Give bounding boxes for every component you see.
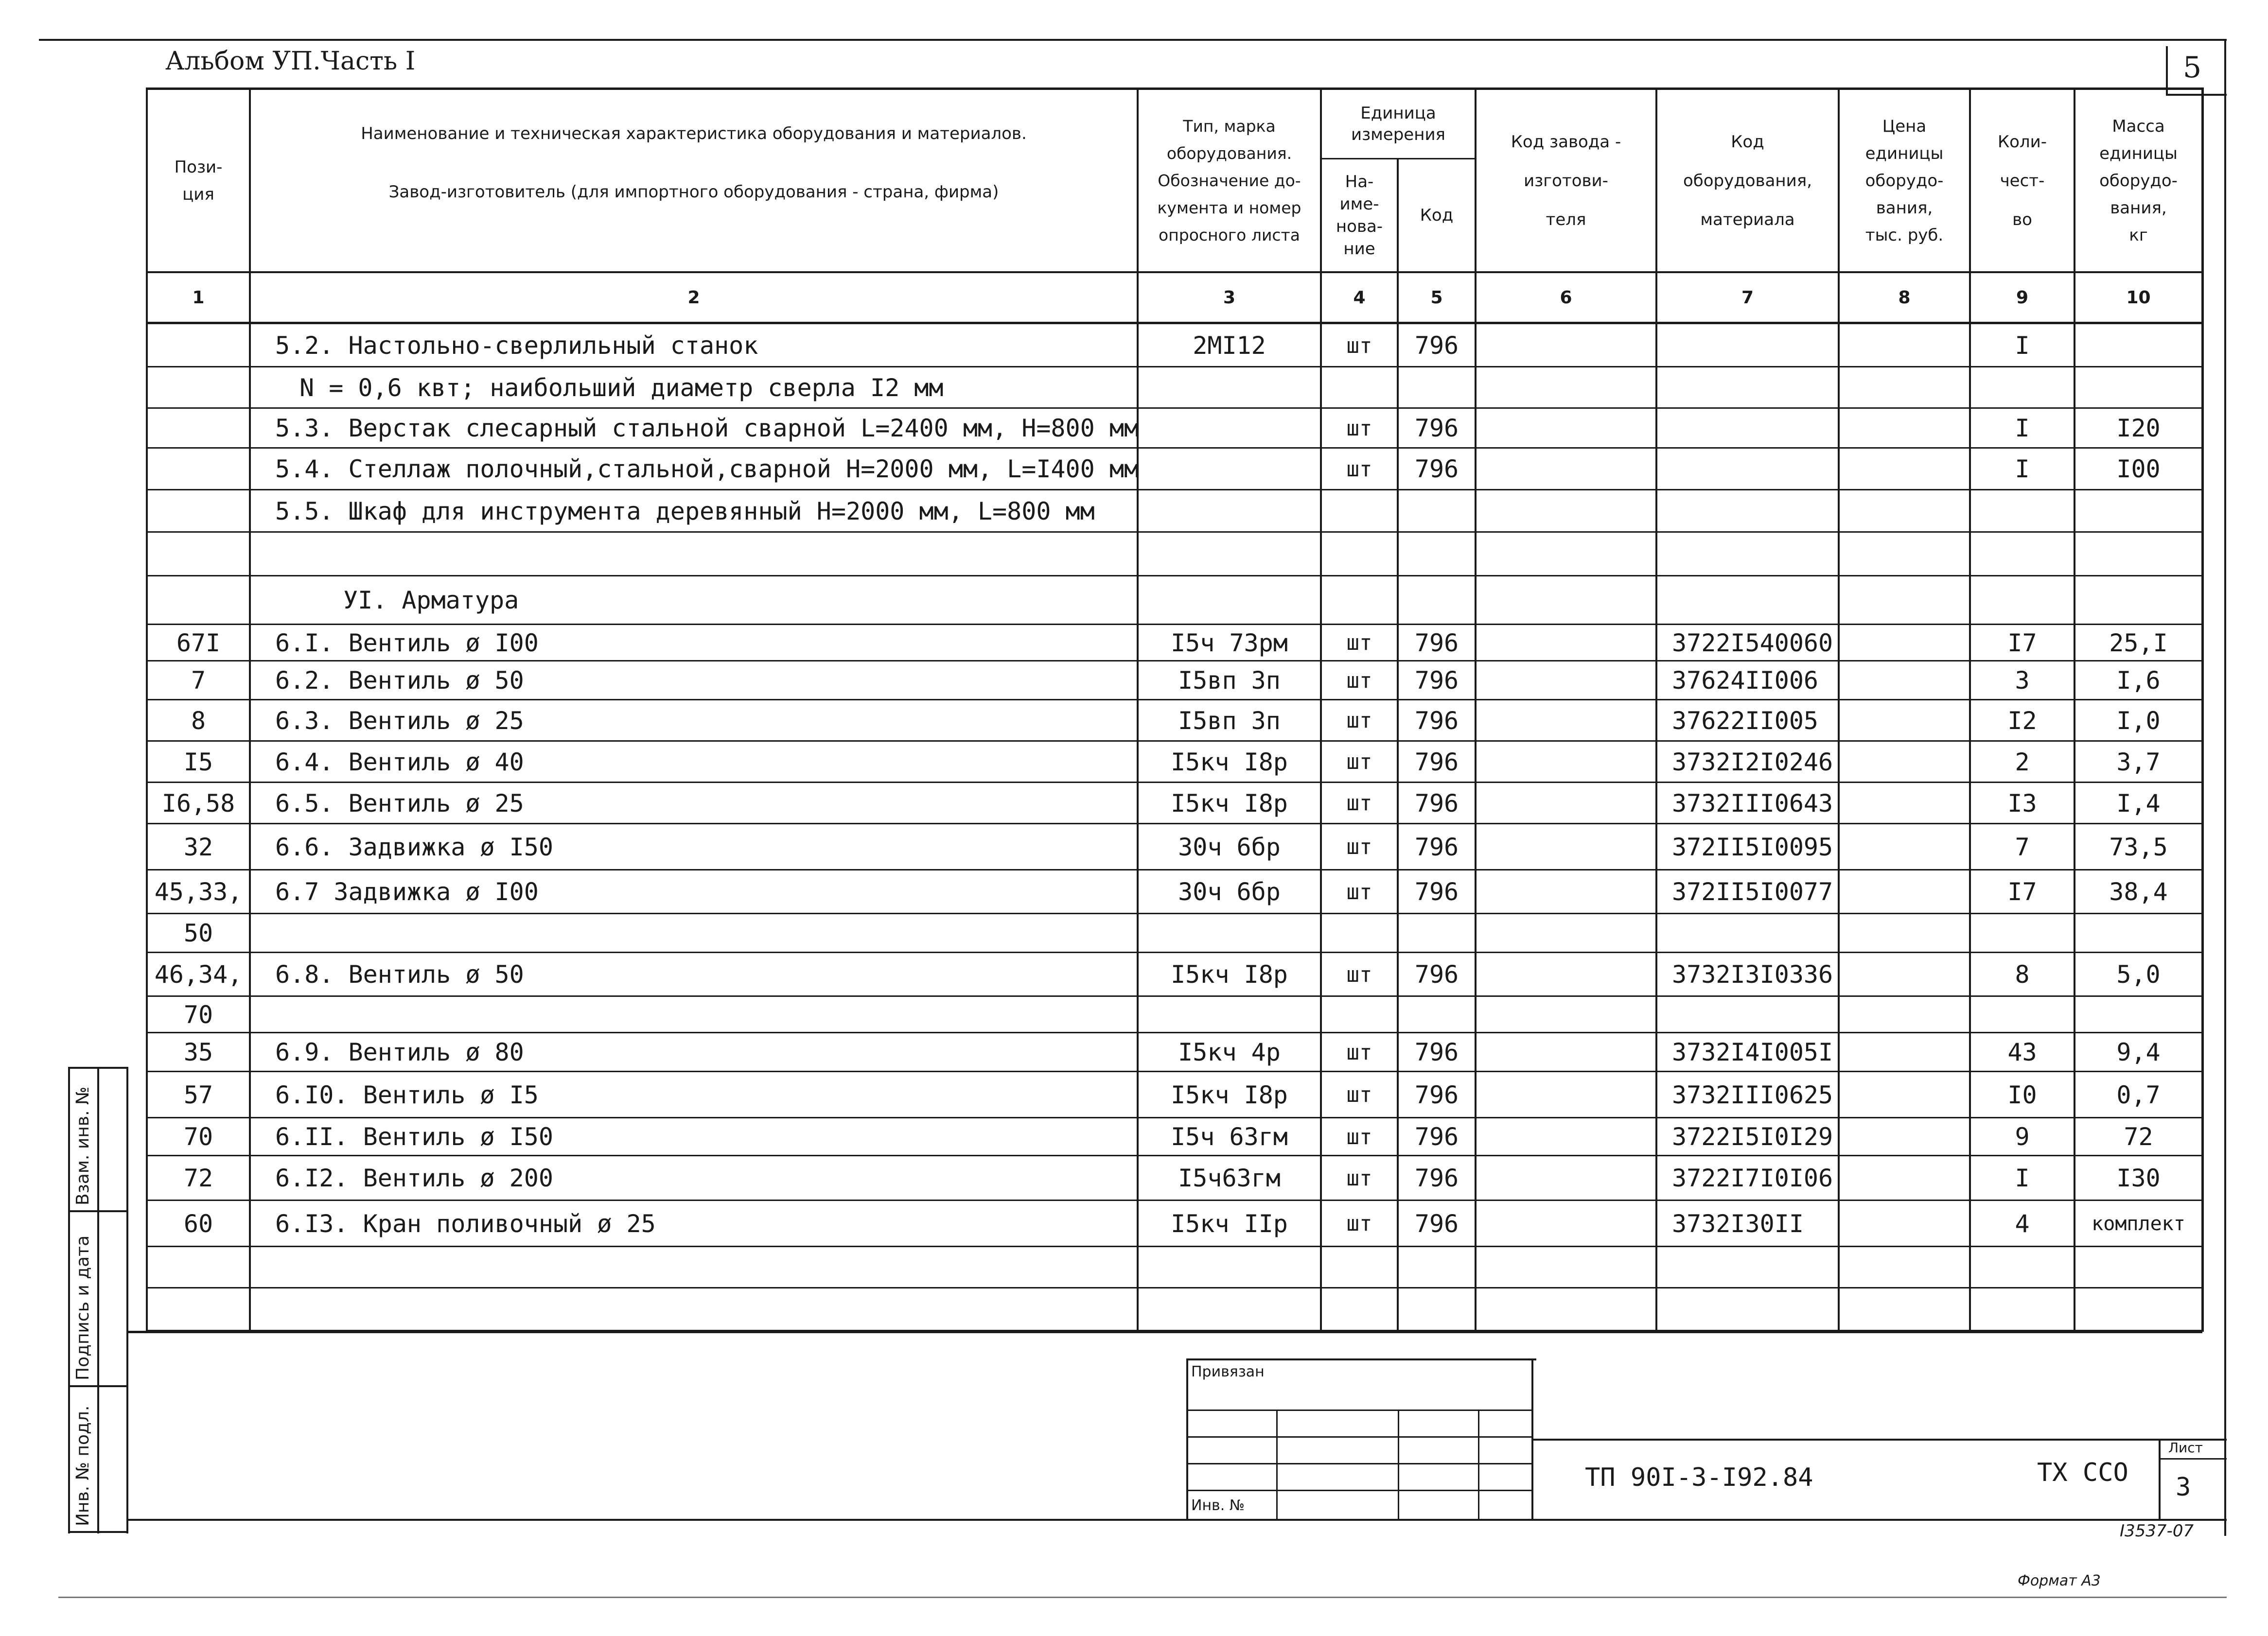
cell-mass [2075,532,2201,576]
stamp-inventory-label: Инв. № [1191,1497,1245,1514]
cell-price [1840,532,1969,576]
header-price: Цена единицы оборудо- вания, тыс. руб. [1865,116,1944,245]
cell-price [1840,700,1969,741]
cell-type: I5кч 4р [1178,1038,1281,1066]
cell-mass: 0,7 [2116,1080,2161,1109]
cell-equip: 372II5I0095 [1672,833,1833,861]
cell-equip [1657,324,1852,367]
cell-plant [1477,1072,1655,1118]
cell-plant [1477,824,1655,870]
cell-equip: 3722I5I0I29 [1672,1123,1833,1151]
header-quantity: Коли- чест- во [1997,132,2047,229]
cell-qty: 8 [2015,960,2030,989]
cell-plant [1477,1201,1655,1247]
cell-unit: шт [1346,1211,1372,1236]
cell-equip: 3732III0625 [1672,1080,1833,1109]
cell-unit [1322,996,1397,1033]
side-strip-line-3 [126,1067,128,1533]
inventory-mark: I3537-07 [2120,1521,2194,1541]
cell-mass: I30 [2116,1164,2161,1192]
cell-unit [1322,532,1397,576]
column-number-3: 3 [1223,287,1236,308]
cell-unit: шт [1346,708,1372,733]
cell-equip [1657,448,1852,490]
document-code: ТП 90I-3-I92.84 [1585,1463,1813,1492]
cell-plant [1477,367,1655,408]
cell-mass [2075,367,2201,408]
cell-qty [1971,1247,2074,1288]
cell-unit: шт [1346,749,1372,774]
stamp-grid-v1 [1276,1410,1278,1519]
column-number-6: 6 [1560,287,1572,308]
cell-plant [1477,700,1655,741]
cell-name: 6.9. Вентиль ø 80 [275,1038,524,1066]
cell-name [251,1288,1161,1331]
cell-equip: 3732III0643 [1672,789,1833,818]
cell-mass [2075,996,2201,1033]
stamp-grid-h1 [1186,1410,1531,1411]
side-strip-line-2 [97,1067,99,1533]
replaced-inventory-label: Взам. инв. № [73,1086,93,1205]
cell-name: 6.I0. Вентиль ø I5 [275,1080,539,1109]
cell-unit: шт [1346,456,1372,482]
cell-qty [1971,914,2074,953]
cell-equip [1657,532,1852,576]
cell-type [1139,448,1320,490]
cell-equip [1657,408,1852,448]
cell-pos: 72 [183,1164,213,1192]
cell-unit: шт [1346,1082,1372,1107]
cell-mass [2075,490,2201,532]
header-plant-code: Код завода - изготови- теля [1511,132,1621,229]
cell-name: 6.8. Вентиль ø 50 [275,960,524,989]
header-type: Тип, марка оборудования. Обозначение до- кумента и номер опросного листа [1157,116,1301,244]
cell-price [1840,408,1969,448]
cell-mass [2075,1288,2201,1331]
header-name-line2: Завод-изготовитель (для импортного оборудования - страна, фирма) [388,182,999,202]
cell-plant [1477,870,1655,914]
cell-unit: шт [1346,668,1372,693]
header-mass: Масса единицы оборудо- вания, кг [2099,116,2178,245]
column-number-5: 5 [1430,287,1443,308]
cell-pos: 46,34, [154,960,243,989]
cell-type: 2МI12 [1193,331,1266,360]
cell-equip [1657,914,1852,953]
sign-date-label: Подпись и дата [73,1235,93,1380]
cell-plant [1477,661,1655,700]
cell-code: 796 [1414,455,1459,483]
stamp-grid-h2 [1186,1436,1531,1438]
cell-type [1139,490,1320,532]
column-number-2: 2 [687,287,700,308]
cell-qty: 7 [2015,833,2030,861]
cell-qty [1971,576,2074,625]
cell-equip [1657,576,1852,625]
cell-name: 6.I2. Вентиль ø 200 [275,1164,553,1192]
cell-name: 6.3. Вентиль ø 25 [275,706,524,735]
cell-unit: шт [1346,333,1372,358]
cell-type: I5кч IIр [1171,1209,1288,1238]
column-number-9: 9 [2016,287,2029,308]
cell-name: УI. Арматура [343,586,519,614]
cell-code: 796 [1414,1038,1459,1066]
header-name-line1: Наименование и техническая характеристика оборудования и материалов. [361,124,1027,143]
cell-price [1840,490,1969,532]
cell-unit [1322,1288,1397,1331]
cell-pos: 70 [183,1000,213,1029]
cell-plant [1477,1247,1655,1288]
cell-plant [1477,576,1655,625]
sheet-number: 3 [2176,1473,2191,1502]
cell-code [1399,576,1475,625]
cell-mass [2075,914,2201,953]
cell-code: 796 [1414,628,1459,657]
side-strip-top [68,1067,128,1069]
cell-code [1399,532,1475,576]
cell-code: 796 [1414,789,1459,818]
side-strip-line-1 [68,1067,70,1533]
cell-type [1139,1288,1320,1331]
cell-pos [148,448,249,490]
cell-code [1399,996,1475,1033]
cell-unit [1322,367,1397,408]
cell-plant [1477,532,1655,576]
cell-mass: 73,5 [2109,833,2168,861]
cell-price [1840,953,1969,996]
cell-code [1399,367,1475,408]
cell-type [1139,532,1320,576]
cell-equip: 3722I540060 [1672,628,1833,657]
cell-plant [1477,490,1655,532]
cell-code [1399,914,1475,953]
cell-type: 30ч 6бр [1178,833,1281,861]
stamp-attached-box-top [1186,1358,1536,1360]
cell-unit [1322,914,1397,953]
cell-qty: I7 [2007,878,2037,906]
cell-qty: I [2015,331,2030,360]
cell-qty [1971,490,2074,532]
cell-equip [1657,367,1852,408]
cell-plant [1477,408,1655,448]
cell-pos: 7 [191,666,206,695]
cell-pos [148,532,249,576]
cell-code: 796 [1414,1123,1459,1151]
cell-plant [1477,625,1655,661]
cell-name [251,532,1161,576]
cell-mass [2075,576,2201,625]
cell-qty: I0 [2007,1080,2037,1109]
cell-name: 6.7 Задвижка ø I00 [275,878,539,906]
cell-qty: I2 [2007,706,2037,735]
cell-price [1840,741,1969,783]
cell-name: 6.2. Вентиль ø 50 [275,666,524,695]
column-number-8: 8 [1898,287,1911,308]
cell-pos: 67I [176,628,221,657]
original-inventory-label: Инв. № подл. [73,1405,93,1526]
cell-code: 796 [1414,833,1459,861]
cell-qty [1971,367,2074,408]
cell-equip [1657,1247,1852,1288]
cell-type [1139,996,1320,1033]
cell-type [1139,367,1320,408]
cell-mass [2075,1247,2201,1288]
cell-price [1840,1201,1969,1247]
cell-plant [1477,783,1655,824]
stamp-grid-v3 [1478,1410,1479,1519]
cell-type [1139,576,1320,625]
cell-code: 796 [1414,748,1459,776]
cell-name: 5.2. Настольно-сверлильный станок [275,331,758,360]
cell-name: 6.I3. Кран поливочный ø 25 [275,1209,656,1238]
cell-pos [148,490,249,532]
cell-name: 6.6. Задвижка ø I50 [275,833,553,861]
cell-pos [148,1247,249,1288]
cell-equip: 3732I2I0246 [1672,748,1833,776]
cell-type: I5кч I8р [1171,789,1288,818]
cell-mass: 38,4 [2109,878,2168,906]
cell-price [1840,1033,1969,1072]
cell-qty [1971,1288,2074,1331]
frame-right [2224,39,2226,1536]
stamp-frame-bottom [126,1519,2227,1521]
cell-unit: шт [1346,416,1372,441]
cell-qty: 2 [2015,748,2030,776]
cell-mass: I,4 [2116,789,2161,818]
cell-name: 6.4. Вентиль ø 40 [275,748,524,776]
cell-price [1840,1247,1969,1288]
header-equipment-code: Код оборудования, материала [1683,132,1812,229]
cell-price [1840,576,1969,625]
cell-qty [1971,996,2074,1033]
cell-equip: 3732I30II [1672,1209,1804,1238]
cell-plant [1477,953,1655,996]
cell-unit: шт [1346,791,1372,816]
cell-type [1139,1247,1320,1288]
cell-unit: шт [1346,962,1372,987]
frame-top [39,39,2227,41]
cell-plant [1477,1033,1655,1072]
cell-name [251,996,1161,1033]
album-title: Альбом УП.Часть I [165,47,416,76]
cell-price [1840,324,1969,367]
cell-pos: 35 [183,1038,213,1066]
cell-pos: 32 [183,833,213,861]
cell-price [1840,914,1969,953]
cell-plant [1477,914,1655,953]
cell-pos [148,367,249,408]
cell-plant [1477,1118,1655,1156]
cell-mass: I00 [2116,455,2161,483]
cell-name: 6.I. Вентиль ø I00 [275,628,539,657]
cell-type: I5вп 3п [1178,666,1281,695]
header-unit-name: На- име- нова- ние [1336,172,1383,259]
cell-pos [148,1288,249,1331]
cell-qty: I [2015,455,2030,483]
cell-name: 5.5. Шкаф для инструмента деревянный Н=2000 мм, L=800 мм [275,497,1095,525]
cell-price [1840,783,1969,824]
cell-type: I5ч 63гм [1171,1123,1288,1151]
stamp-sheet-left [2159,1439,2161,1519]
stamp-sheet-sep [2159,1458,2227,1460]
cell-qty: 43 [2007,1038,2037,1066]
cell-code [1399,1288,1475,1331]
cell-pos: 50 [183,919,213,947]
cell-name [251,1247,1161,1288]
cell-type: I5вп 3п [1178,706,1281,735]
bottom-rule [58,1597,2227,1598]
header-unit-group: Единица измерения [1351,104,1446,144]
cell-name: 5.3. Верстак слесарный стальной сварной L=2400 мм, Н=800 мм [275,414,1139,442]
cell-pos: I5 [183,748,213,776]
column-number-4: 4 [1353,287,1366,308]
column-number-1: 1 [192,287,205,308]
cell-type: I5кч I8р [1171,748,1288,776]
cell-qty: 3 [2015,666,2030,695]
cell-equip: 372II5I0077 [1672,878,1833,906]
cell-qty [1971,532,2074,576]
cell-mass: I,0 [2116,706,2161,735]
stamp-attached-label: Привязан [1191,1363,1265,1380]
cell-type: I5кч I8р [1171,960,1288,989]
cell-plant [1477,324,1655,367]
cell-type: I5ч63гм [1178,1164,1281,1192]
cell-pos: 57 [183,1080,213,1109]
cell-price [1840,870,1969,914]
cell-equip [1657,490,1852,532]
cell-code: 796 [1414,331,1459,360]
cell-qty: I [2015,414,2030,442]
cell-type: 30ч 6бр [1178,878,1281,906]
stamp-grid-h3 [1186,1463,1531,1464]
cell-pos [148,324,249,367]
side-strip-sep-2 [68,1385,128,1387]
cell-mass: 72 [2124,1123,2153,1151]
cell-plant [1477,996,1655,1033]
cell-name [251,914,1161,953]
cell-plant [1477,1156,1655,1201]
column-number-7: 7 [1741,287,1754,308]
cell-unit: шт [1346,1040,1372,1065]
cell-plant [1477,448,1655,490]
cell-code: 796 [1414,414,1459,442]
cell-qty: I [2015,1164,2030,1192]
stamp-attached-box-left [1186,1358,1188,1519]
cell-price [1840,1118,1969,1156]
sheet-label: Лист [2168,1440,2203,1456]
cell-code: 796 [1414,878,1459,906]
cell-mass: 9,4 [2116,1038,2161,1066]
stamp-grid-v2 [1398,1410,1399,1519]
cell-mass: 25,I [2109,628,2168,657]
cell-unit [1322,576,1397,625]
cell-price [1840,824,1969,870]
cell-equip: 3722I7I0I06 [1672,1164,1833,1192]
cell-equip: 3732I3I0336 [1672,960,1833,989]
section-code: ТХ ССО [2037,1458,2128,1487]
cell-price [1840,367,1969,408]
cell-unit: шт [1346,879,1372,905]
cell-unit: шт [1346,1166,1372,1191]
cell-equip [1657,996,1852,1033]
format-label: Формат А3 [2018,1572,2101,1589]
cell-code: 796 [1414,706,1459,735]
header-position: Пози- ция [174,157,223,204]
cell-pos: 45,33, [154,878,243,906]
cell-price [1840,448,1969,490]
cell-mass: 5,0 [2116,960,2161,989]
cell-code: 796 [1414,960,1459,989]
cell-code [1399,1247,1475,1288]
cell-equip: 37624II006 [1672,666,1819,695]
cell-qty: 9 [2015,1123,2030,1151]
cell-equip [1657,1288,1852,1331]
cell-plant [1477,741,1655,783]
cell-mass: I,6 [2116,666,2161,695]
cell-type: I5кч I8р [1171,1080,1288,1109]
cell-type [1139,408,1320,448]
stamp-main-top [1531,1439,2227,1441]
cell-code: 796 [1414,1080,1459,1109]
column-number-10: 10 [2126,287,2151,308]
cell-unit: шт [1346,835,1372,859]
cell-name: 6.II. Вентиль ø I50 [275,1123,553,1151]
cell-unit: шт [1346,630,1372,655]
cell-pos [148,408,249,448]
table-right [2201,87,2204,1332]
cell-mass: комплект [2092,1212,2185,1235]
cell-qty: I7 [2007,628,2037,657]
side-strip-sep-1 [68,1210,128,1212]
cell-name: N = 0,6 квт; наибольший диаметр сверла I2 мм [299,373,944,402]
cell-pos: 8 [191,706,206,735]
side-strip-bottom [68,1531,128,1533]
cell-price [1840,1288,1969,1331]
cell-mass: I20 [2116,414,2161,442]
header-unit-code: Код [1420,206,1454,225]
cell-price [1840,625,1969,661]
cell-unit: шт [1346,1124,1372,1149]
cell-price [1840,1072,1969,1118]
cell-type: I5ч 73рм [1171,628,1288,657]
cell-pos: 60 [183,1209,213,1238]
cell-code [1399,490,1475,532]
cell-plant [1477,1288,1655,1331]
page-number: 5 [2183,51,2202,85]
cell-unit [1322,1247,1397,1288]
cell-price [1840,661,1969,700]
cell-unit [1322,490,1397,532]
cell-code: 796 [1414,1164,1459,1192]
cell-price [1840,996,1969,1033]
cell-pos: I6,58 [161,789,235,818]
cell-pos [148,576,249,625]
cell-price [1840,1156,1969,1201]
cell-code: 796 [1414,1209,1459,1238]
cell-mass: 3,7 [2116,748,2161,776]
cell-qty: I3 [2007,789,2037,818]
cell-equip: 37622II005 [1672,706,1819,735]
stamp-grid-h4 [1186,1490,1531,1491]
cell-qty: 4 [2015,1209,2030,1238]
cell-mass [2075,324,2201,367]
cell-name: 6.5. Вентиль ø 25 [275,789,524,818]
cell-type [1139,914,1320,953]
cell-pos: 70 [183,1123,213,1151]
cell-equip: 3732I4I005I [1672,1038,1833,1066]
cell-name: 5.4. Стеллаж полочный,стальной,сварной Н=2000 мм, L=I400 мм [275,455,1139,483]
cell-code: 796 [1414,666,1459,695]
